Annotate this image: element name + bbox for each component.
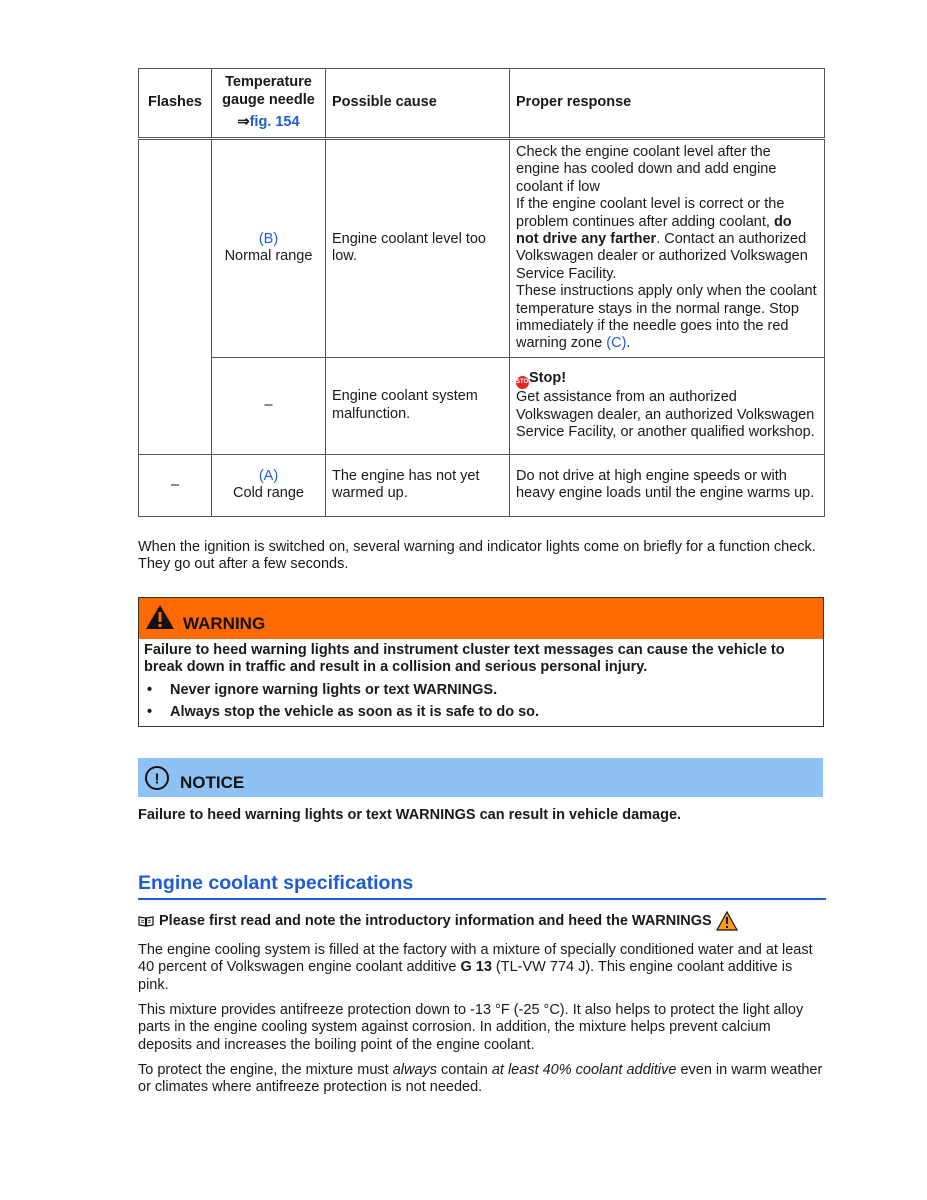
paragraph-bold: G 13 xyxy=(460,959,492,976)
flashes-cell-empty xyxy=(139,139,212,455)
response-text: Get assistance from an authorized Volkswagen dealer, an authorized Volkswagen Service Facility, or another qualified workshop. xyxy=(516,389,815,441)
warning-item-text: Never ignore warning lights or text WARNINGS. xyxy=(170,681,498,698)
paragraph-text: contain xyxy=(437,1062,492,1078)
header-flashes: Flashes xyxy=(139,69,212,139)
notice-title: NOTICE xyxy=(180,773,245,792)
paragraph-text: (TL-VW 774 J). This engine coolant additive is pink. xyxy=(138,959,793,993)
list-item xyxy=(144,682,818,699)
bullet: • xyxy=(147,704,153,721)
response-instructions xyxy=(516,283,818,353)
list-item xyxy=(144,704,818,721)
paragraph-coolant-mixture xyxy=(138,942,824,994)
cause-cell: Engine coolant system malfunction. xyxy=(326,357,510,454)
header-gauge-line1: Temperature xyxy=(225,74,312,91)
response-text: If the engine coolant level is correct or the problem continues after adding coolant, xyxy=(516,196,785,230)
notice-text: Failure to heed warning lights or text WARNINGS can result in vehicle damage. xyxy=(138,807,682,823)
warning-text: Failure to heed warning lights and instrument cluster text messages can cause the vehicle to break down in traffic and result in a collision and serious personal injury. xyxy=(144,642,785,676)
paragraph-antifreeze: This mixture provides antifreeze protection down to -13 °F (-25 °C). It also helps to protect the light alloy parts in the engine cooling system against corrosion. In addition, the mixture helps prevent calcium deposits and increases the boiling point of the engine coolant. xyxy=(138,1002,804,1053)
warning-title: WARNING xyxy=(183,614,266,633)
coolant-table-wrapper xyxy=(138,68,824,517)
gauge-code: (B) xyxy=(258,231,279,248)
gauge-cell xyxy=(212,139,326,358)
stop-label-line xyxy=(516,370,818,389)
cause-cell: The engine has not yet warmed up. xyxy=(326,454,510,516)
paragraph-protect-engine xyxy=(138,1062,824,1097)
arrow-right-icon: ⇒ xyxy=(237,114,250,131)
ignition-note: When the ignition is switched on, several warning and indicator lights come on briefly for a function check. They go out after a few seconds. xyxy=(138,539,816,573)
fig-154-link[interactable]: fig. 154 xyxy=(249,114,300,131)
gauge-cell xyxy=(212,454,326,516)
header-gauge-line2: gauge needle xyxy=(222,91,315,108)
warning-header xyxy=(139,598,823,639)
coolant-gauge-table xyxy=(138,68,825,517)
response-text: These instructions apply only when the coolant temperature stays in the normal range. Stop immediately if the needle goes into the red warning zone xyxy=(516,283,817,352)
gauge-cell: – xyxy=(212,357,326,454)
response-text: . Contact an authorized Volkswagen dealer or authorized Volkswagen Service Facility. xyxy=(516,231,808,282)
table-row xyxy=(139,357,825,454)
paragraph-text: The engine cooling system is filled at the factory with a mixture of specially conditioned water and at least 40 percent of Volkswagen engine coolant additive xyxy=(138,942,813,976)
gauge-text: Cold range xyxy=(233,485,304,502)
intro-text: Please first read and note the introductory information and heed the WARNINGS xyxy=(159,913,712,929)
notice-icon-glyph: ! xyxy=(154,770,160,788)
table-row xyxy=(139,139,825,358)
response-if-correct xyxy=(516,196,818,283)
intro-line xyxy=(138,911,738,931)
open-book-icon xyxy=(138,915,154,927)
warning-box xyxy=(138,597,824,727)
response-code: (C) xyxy=(606,335,627,352)
response-check-level: Check the engine coolant level after the engine has cooled down and add engine coolant if low xyxy=(516,144,777,195)
response-cell xyxy=(510,357,825,454)
section-title: Engine coolant specifications xyxy=(138,872,826,900)
paragraph-text: even in warm weather or climates where antifreeze protection is not needed. xyxy=(138,1062,823,1096)
gauge-code: (A) xyxy=(258,467,279,484)
bullet: • xyxy=(147,681,153,698)
flashes-cell: – xyxy=(139,454,212,516)
response-cell xyxy=(510,139,825,358)
stop-label: Stop! xyxy=(529,370,567,387)
gauge-text: Normal range xyxy=(224,248,313,265)
notice-exclamation-icon xyxy=(144,765,170,791)
stop-icon: STOP xyxy=(516,376,529,389)
warning-item-text: Always stop the vehicle as soon as it is safe to do so. xyxy=(170,704,540,721)
header-proper-response: Proper response xyxy=(510,69,825,139)
notice-header xyxy=(138,758,823,797)
response-bold: do not drive any farther xyxy=(516,213,792,248)
header-gauge-needle xyxy=(212,69,326,139)
table-row xyxy=(139,454,825,516)
cause-cell: Engine coolant level too low. xyxy=(326,139,510,358)
paragraph-italic: always xyxy=(392,1062,438,1078)
warning-triangle-icon xyxy=(145,604,175,630)
response-text: . xyxy=(626,335,631,352)
header-gauge-ref xyxy=(218,114,319,131)
header-possible-cause: Possible cause xyxy=(326,69,510,139)
paragraph-text: To protect the engine, the mixture must xyxy=(138,1062,393,1078)
table-header-row xyxy=(139,69,825,139)
warning-body xyxy=(139,639,823,726)
warning-triangle-icon xyxy=(716,911,738,931)
response-cell: Do not drive at high engine speeds or with heavy engine loads until the engine warms up. xyxy=(510,454,825,516)
paragraph-italic: at least 40% coolant additive xyxy=(491,1062,677,1078)
